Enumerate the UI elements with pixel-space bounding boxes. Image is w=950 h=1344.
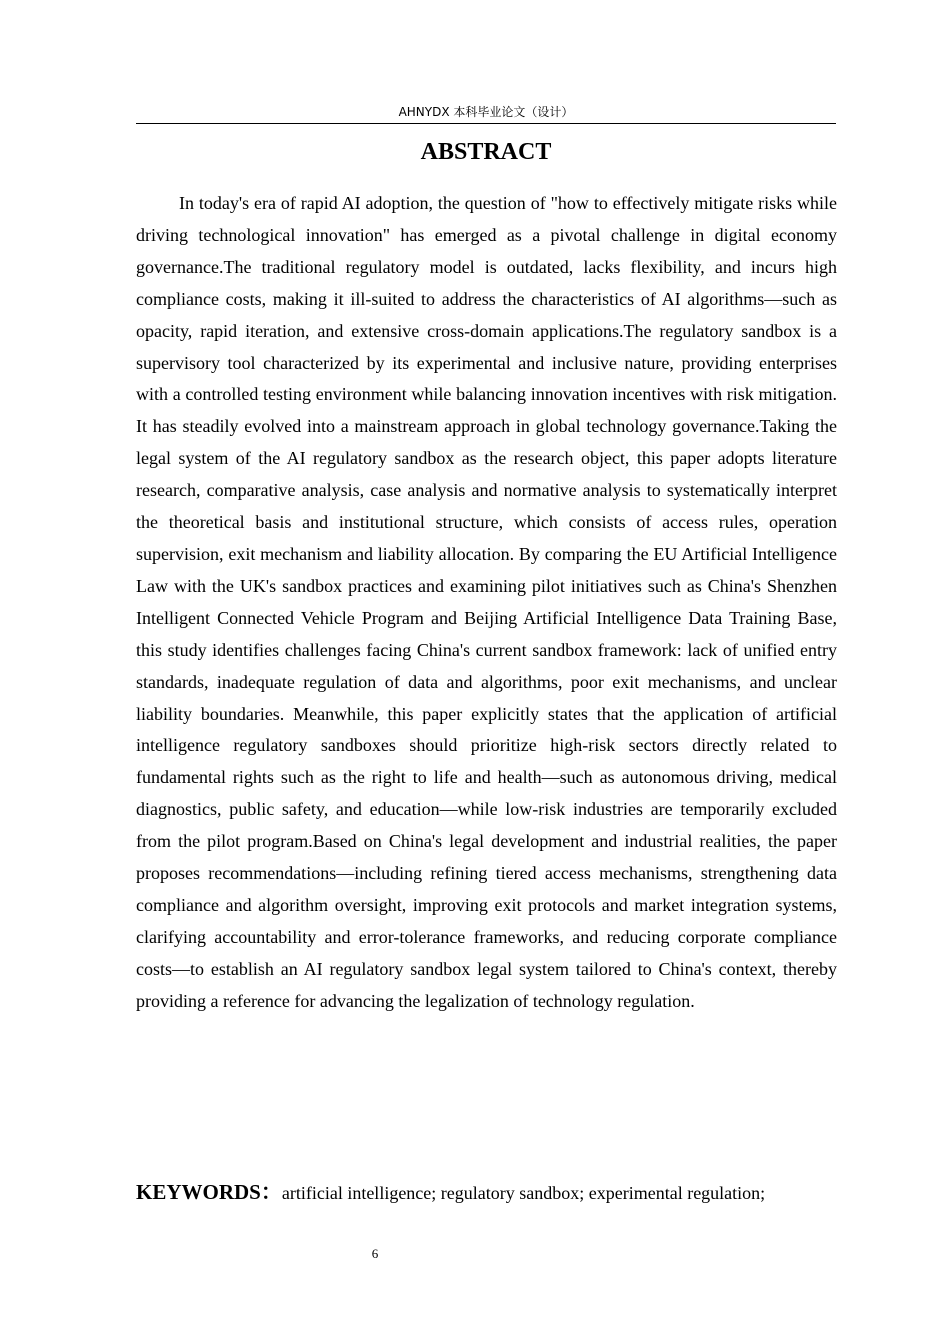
abstract-body: In today's era of rapid AI adoption, the question of "how to effectively mitigate risks while driving technological innovation" has emerged as a pivotal challenge in digital economy governance.The traditional regulatory model is outdated, lacks flexibility, and incurs high compliance costs, making it ill-suited to address the characteristics of AI algorithms—such as opacity, rapid iteration, and extensive cross-domain applications.The regulatory sandbox is a supervisory tool characterized by its experimental and inclusive nature, providing enterprises with a controlled testing environment while balancing innovation incentives with risk mitigation. It has steadily evolved into a mainstream approach in global technology governance.Taking the legal system of the AI regulatory sandbox as the research object, this paper adopts literature research, comparative analysis, case analysis and normative analysis to systematically interpret the theoretical basis and institutional structure, which consists of access rules, operation supervision, exit mechanism and liability allocation. By comparing the EU Artificial Intelligence Law with the UK's sandbox practices and examining pilot initiatives such as China's Shenzhen Intelligent Connected Vehicle Program and Beijing Artificial Intelligence Data Training Base, this study identifies challenges facing China's current sandbox framework: lack of unified entry standards, inadequate regulation of data and algorithms, poor exit mechanisms, and unclear liability boundaries. Meanwhile, this paper explicitly states that the application of artificial intelligence regulatory sandboxes should prioritize high-risk sectors directly related to fundamental rights such as the right to life and health—such as autonomous driving, medical diagnostics, public safety, and education—while low-risk industries are temporarily excluded from the pilot program.Based on China's legal development and industrial realities, the paper proposes recommendations—including refining tiered access mechanisms, strengthening data compliance and algorithm oversight, improving exit protocols and market integration systems, clarifying accountability and error-tolerance frameworks, and reducing corporate compliance costs—to establish an AI regulatory sandbox legal system tailored to China's context, thereby providing a reference for advancing the legalization of technology regulation.	[136, 193, 837, 1011]
abstract-title: ABSTRACT	[420, 139, 552, 165]
page-number: 6	[371, 1246, 379, 1261]
keywords-label: KEYWORDS：	[136, 1180, 282, 1204]
header-rule	[136, 123, 836, 124]
running-header: AHNYDX 本科毕业论文（设计）	[398, 105, 574, 119]
keywords-line	[136, 1176, 856, 1209]
keywords-text: artificial intelligence; regulatory sandbox; experimental regulation;	[281, 1183, 766, 1203]
